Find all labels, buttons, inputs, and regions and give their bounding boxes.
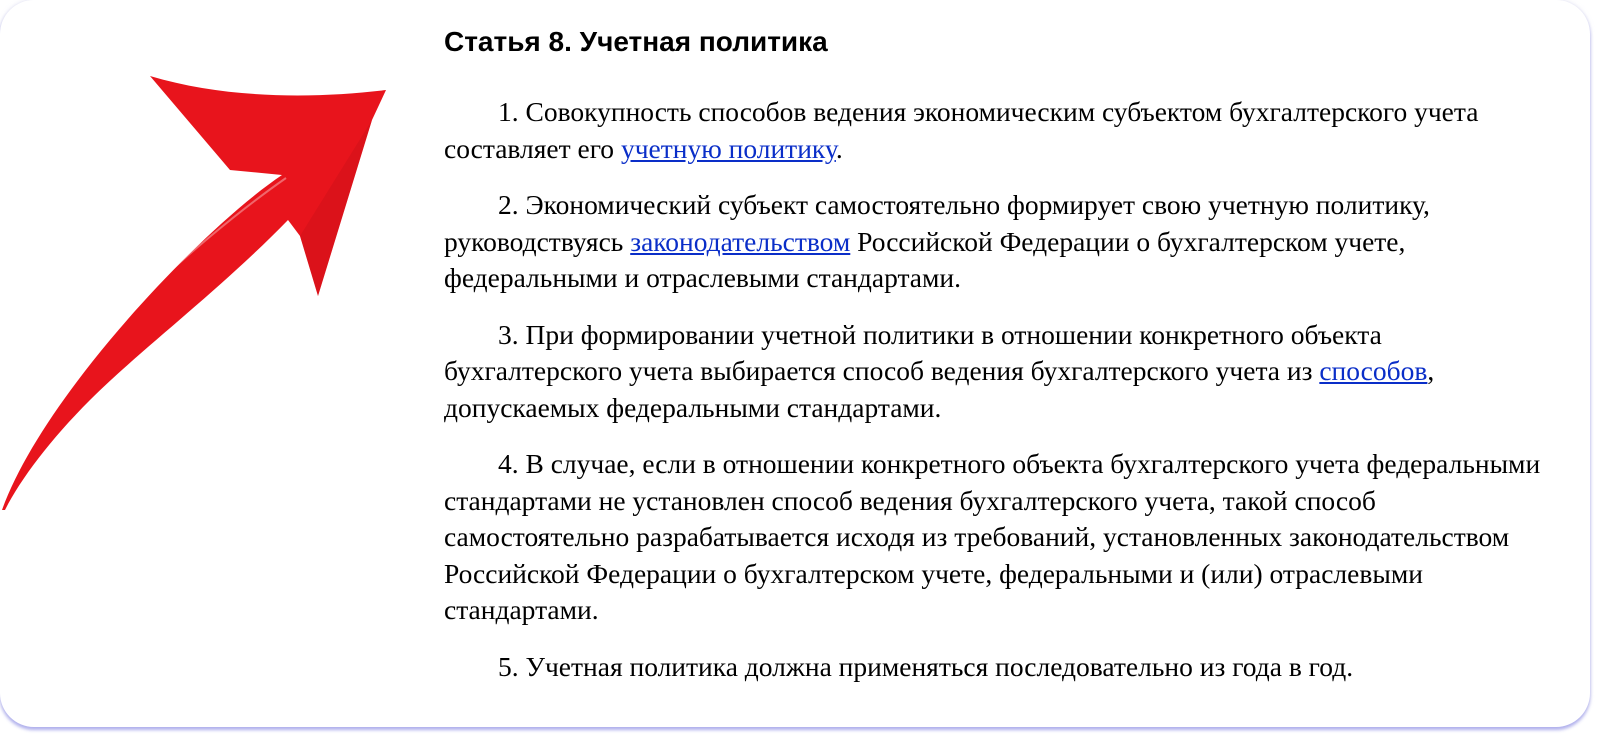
paragraph-1: 1. Совокупность способов ведения экономическим субъектом бухгалтерского учета составляет его учетную политику. (444, 96, 1479, 164)
paragraph-5: 5. Учетная политика должна применяться последовательно из года в год. (498, 650, 1354, 682)
link-accounting-policy[interactable]: учетную политику (620, 132, 836, 164)
paragraph-2: 2. Экономический субъект самостоятельно формирует свою учетную политику, руководствуясь законодательством Российской Федерации о бухгалтерском учете, федеральными и отраслевыми стандартами. (444, 189, 1430, 293)
link-legislation[interactable]: законодательством (630, 225, 851, 257)
paragraph-4: 4. В случае, если в отношении конкретного объекта бухгалтерского учета федеральными стандартами не установлен способ ведения бухгалтерского учета, такой способ самостоятельно разрабатывается исходя из требований, установленных законодательством Российской Федерации о бухгалтерском учете, федеральными и (или) отраслевыми стандартами. (444, 448, 1541, 625)
paragraph-3: 3. При формировании учетной политики в отношении конкретного объекта бухгалтерского учета выбирается способ ведения бухгалтерского учета из способов, допускаемых федеральными стандартами. (444, 318, 1435, 423)
article-document (444, 20, 1554, 705)
red-arrow-icon (0, 60, 400, 530)
article-title: Статья 8. Учетная политика (444, 26, 828, 57)
link-methods[interactable]: способов (1319, 355, 1428, 386)
